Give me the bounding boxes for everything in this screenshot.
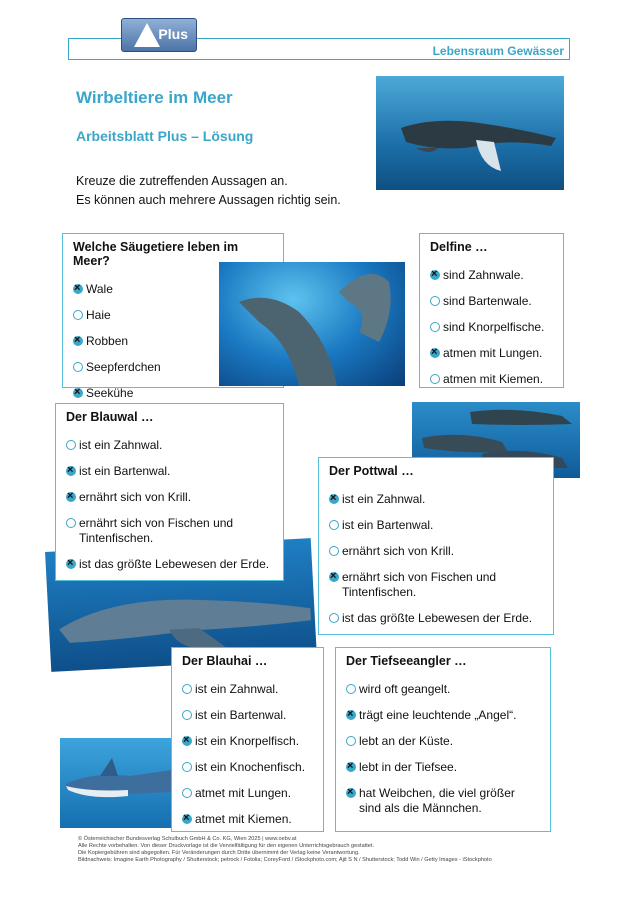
circle-icon <box>66 518 76 528</box>
question-text: Der Blauhai … <box>182 654 268 668</box>
circle-icon <box>346 684 356 694</box>
instruction-line: Es können auch mehrere Aussagen richtig sein. <box>76 193 341 207</box>
humpback-whale-icon <box>376 76 564 190</box>
answer-option[interactable] <box>73 386 273 401</box>
question-box-delfine <box>419 233 564 388</box>
circle-icon <box>66 440 76 450</box>
option-label: lebt an der Küste. <box>359 734 454 748</box>
blue-shark-icon <box>60 738 172 828</box>
page-title: Wirbeltiere im Meer <box>76 88 233 107</box>
checked-circle-icon <box>66 492 76 502</box>
option-label: ist ein Bartenwal. <box>195 708 287 722</box>
circle-icon <box>182 788 192 798</box>
circle-icon <box>182 762 192 772</box>
answer-option[interactable] <box>329 611 543 626</box>
question-text: Der Pottwal … <box>329 464 414 478</box>
question-text: Der Blauwal … <box>66 410 154 424</box>
option-label: ist ein Zahnwal. <box>79 438 163 452</box>
checked-circle-icon <box>430 348 440 358</box>
circle-icon <box>346 736 356 746</box>
checked-circle-icon <box>73 388 83 398</box>
option-label: sind Knorpelfische. <box>443 320 545 334</box>
answer-option[interactable] <box>346 708 540 723</box>
question-box-blauwal <box>55 403 284 581</box>
answer-option[interactable] <box>430 372 553 387</box>
checked-circle-icon <box>182 814 192 824</box>
whale-photo <box>376 76 564 190</box>
circle-icon <box>329 546 339 556</box>
checked-circle-icon <box>346 710 356 720</box>
option-label: atmen mit Kiemen. <box>443 372 544 386</box>
answer-option[interactable] <box>66 557 273 572</box>
answer-option[interactable] <box>346 682 540 697</box>
option-label: ist das größte Lebewesen der Erde. <box>342 611 533 625</box>
answer-option[interactable] <box>182 812 313 827</box>
answer-option[interactable] <box>430 320 553 335</box>
answer-option[interactable] <box>66 516 273 546</box>
dolphin-icon <box>219 262 405 386</box>
answer-option[interactable] <box>329 518 543 533</box>
answer-option[interactable] <box>430 294 553 309</box>
answer-option[interactable] <box>346 786 540 816</box>
footer-line: Bildnachweis: Imagine Earth Photography / Shutterstock; petrock / Fotolia; CoreyFord / iStockphoto.com; Ajit S N / Shutterstock; Todd Win / Getty Images - iStockphoto <box>78 857 492 863</box>
answer-option[interactable] <box>329 570 543 600</box>
logo-text: Plus <box>158 26 188 42</box>
section-title: Lebensraum Gewässer <box>432 44 564 58</box>
option-label: ernährt sich von Krill. <box>342 544 455 558</box>
circle-icon <box>73 310 83 320</box>
footer-line: © Österreichischer Bundesverlag Schulbuch GmbH & Co. KG, Wien 2025 | www.oebv.at <box>78 836 297 842</box>
option-label: Robben <box>86 334 129 348</box>
answer-option[interactable] <box>182 708 313 723</box>
checked-circle-icon <box>329 572 339 582</box>
circle-icon <box>329 520 339 530</box>
blue-shark-photo <box>60 738 172 828</box>
option-label: Wale <box>86 282 113 296</box>
option-label: Seekühe <box>86 386 134 400</box>
option-label: sind Zahnwale. <box>443 268 524 282</box>
checked-circle-icon <box>329 494 339 504</box>
option-label: atmen mit Lungen. <box>443 346 543 360</box>
answer-option[interactable] <box>329 492 543 507</box>
circle-icon <box>430 296 440 306</box>
option-label: hat Weibchen, die viel größer sind als die Männchen. <box>359 786 515 815</box>
option-label: ist ein Bartenwal. <box>79 464 171 478</box>
checked-circle-icon <box>346 762 356 772</box>
option-label: ist ein Knochenfisch. <box>195 760 306 774</box>
checked-circle-icon <box>182 736 192 746</box>
option-label: ernährt sich von Fischen und Tintenfischen. <box>342 570 497 599</box>
circle-icon <box>182 710 192 720</box>
circle-icon <box>73 362 83 372</box>
answer-option[interactable] <box>66 438 273 453</box>
answer-option[interactable] <box>430 268 553 283</box>
option-label: sind Bartenwale. <box>443 294 532 308</box>
circle-icon <box>329 613 339 623</box>
answer-option[interactable] <box>346 760 540 775</box>
option-label: ist ein Zahnwal. <box>195 682 279 696</box>
option-label: atmet mit Lungen. <box>195 786 292 800</box>
page-subtitle: Arbeitsblatt Plus – Lösung <box>76 128 254 144</box>
option-label: atmet mit Kiemen. <box>195 812 292 826</box>
question-text: Der Tiefseeangler … <box>346 654 467 668</box>
checked-circle-icon <box>73 336 83 346</box>
plus-logo <box>121 18 197 52</box>
dolphin-photo-overlay <box>219 262 405 386</box>
triangle-icon <box>134 23 160 47</box>
footer-line: Die Kopiergebühren sind abgegolten. Für Veränderungen durch Dritte übernimmt der Verlag keine Verantwortung. <box>78 850 360 856</box>
option-label: wird oft geangelt. <box>359 682 451 696</box>
answer-option[interactable] <box>430 346 553 361</box>
answer-option[interactable] <box>66 490 273 505</box>
question-box-pottwal <box>318 457 554 635</box>
answer-option[interactable] <box>182 786 313 801</box>
option-label: ist ein Zahnwal. <box>342 492 426 506</box>
answer-option[interactable] <box>329 544 543 559</box>
checked-circle-icon <box>66 559 76 569</box>
question-box-tiefseeangler <box>335 647 551 832</box>
option-label: ist ein Bartenwal. <box>342 518 434 532</box>
checked-circle-icon <box>66 466 76 476</box>
instruction-line: Kreuze die zutreffenden Aussagen an. <box>76 174 288 188</box>
checked-circle-icon <box>73 284 83 294</box>
answer-option[interactable] <box>182 760 313 775</box>
option-label: ist ein Knorpelfisch. <box>195 734 300 748</box>
question-text: Welche Säugetiere leben im Meer? <box>73 240 239 268</box>
option-label: Seepferdchen <box>86 360 161 374</box>
circle-icon <box>430 374 440 384</box>
option-label: ernährt sich von Fischen und Tintenfischen. <box>79 516 234 545</box>
answer-option[interactable] <box>66 464 273 479</box>
checked-circle-icon <box>346 788 356 798</box>
answer-option[interactable] <box>346 734 540 749</box>
option-label: ist das größte Lebewesen der Erde. <box>79 557 270 571</box>
answer-option[interactable] <box>182 682 313 697</box>
instructions <box>76 172 341 210</box>
footer-line: Alle Rechte vorbehalten. Von dieser Druckvorlage ist die Vervielfältigung für den eigenen Unterrichtsgebrauch gestattet. <box>78 843 375 849</box>
option-label: trägt eine leuchtende „Angel“. <box>359 708 517 722</box>
question-box-blauhai <box>171 647 324 832</box>
question-text: Delfine … <box>430 240 488 254</box>
checked-circle-icon <box>430 270 440 280</box>
circle-icon <box>182 684 192 694</box>
circle-icon <box>430 322 440 332</box>
option-label: lebt in der Tiefsee. <box>359 760 458 774</box>
answer-option[interactable] <box>182 734 313 749</box>
footer <box>78 836 492 864</box>
option-label: ernährt sich von Krill. <box>79 490 192 504</box>
option-label: Haie <box>86 308 111 322</box>
